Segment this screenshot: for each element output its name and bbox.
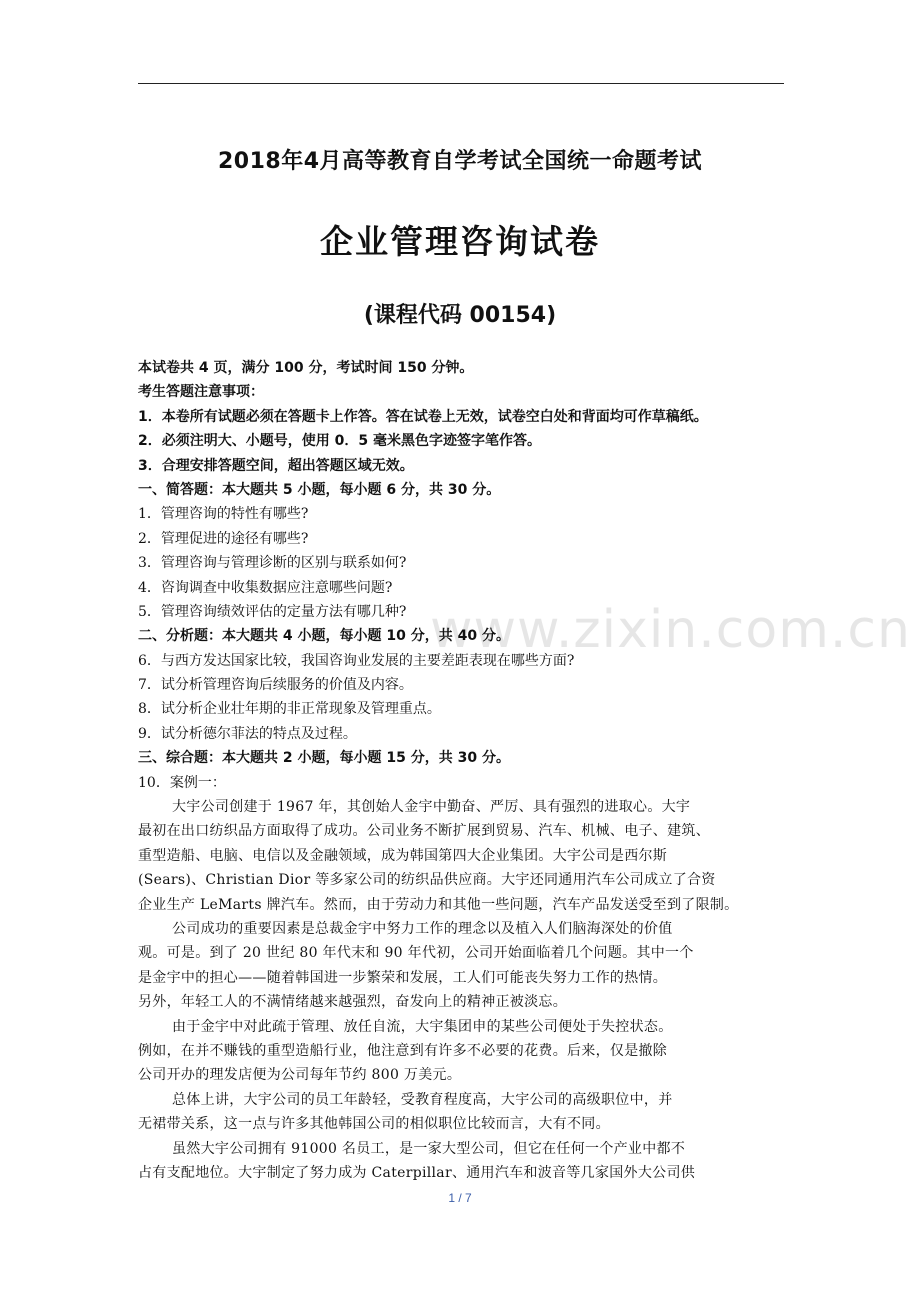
top-rule [138, 83, 784, 84]
section-heading: 一、简答题：本大题共 5 小题，每小题 6 分，共 30 分。 [138, 481, 501, 498]
case-text-line: 观。可是。到了 20 世纪 80 年代末和 90 年代初，公司开始面临着几个问题。其中一个 [138, 945, 694, 962]
instruction-item: 2．必须注明大、小题号，使用 0．5 毫米黑色字迹签字笔作答。 [138, 433, 541, 450]
case-text-line: 另外，年轻工人的不满情绪越来越强烈，奋发向上的精神正被淡忘。 [138, 994, 567, 1011]
case-text-line: 由于金宇中对此疏于管理、放任自流，大宇集团申的某些公司便处于失控状态。 [172, 1018, 673, 1035]
question-item: 5．管理咨询绩效评估的定量方法有哪几种? [138, 603, 407, 620]
question-item: 2．管理促进的途径有哪些? [138, 530, 309, 547]
case-label: 10．案例一： [138, 774, 226, 791]
case-text-line: 虽然大宇公司拥有 91000 名员工，是一家大型公司，但它在任何一个产业中都不 [172, 1140, 686, 1157]
question-item: 9．试分析德尔菲法的特点及过程。 [138, 725, 357, 742]
case-text-line: 最初在出口纺织品方面取得了成功。公司业务不断扩展到贸易、汽车、机械、电子、建筑、 [138, 823, 710, 840]
instruction-item: 1．本卷所有试题必须在答题卡上作答。答在试卷上无效，试卷空白处和背面均可作草稿纸。 [138, 408, 708, 425]
case-text-line: 企业生产 LeMarts 牌汽车。然而，由于劳动力和其他一些问题，汽车产品发送受至到了限制。 [138, 896, 739, 913]
exam-line: 2018年4月高等教育自学考试全国统一命题考试 [217, 149, 703, 174]
case-text-line: 总体上讲，大宇公司的员工年龄轻，受教育程度高，大宇公司的高级职位中，并 [172, 1091, 673, 1108]
case-text-line: 例如，在并不赚钱的重型造船行业，他注意到有许多不必要的花费。后来，仅是撤除 [138, 1042, 668, 1059]
question-item: 8．试分析企业壮年期的非正常现象及管理重点。 [138, 701, 441, 718]
question-item: 6．与西方发达国家比较，我国咨询业发展的主要差距表现在哪些方面? [138, 652, 575, 669]
section-heading: 二、分析题：本大题共 4 小题，每小题 10 分，共 40 分。 [138, 628, 510, 645]
section-heading: 三、综合题：本大题共 2 小题，每小题 15 分，共 30 分。 [138, 750, 510, 767]
exam-content [138, 356, 788, 1185]
question-item: 7．试分析管理咨询后续服务的价值及内容。 [138, 677, 413, 694]
case-text-line: (Sears)、Christian Dior 等多家公司的纺织品供应商。大宇还同通用汽车公司成立了合资 [138, 872, 716, 889]
instructions-heading: 考生答题注意事项： [138, 384, 264, 401]
case-text-line: 公司开办的理发店便为公司每年节约 800 万美元。 [138, 1067, 462, 1084]
case-text-line: 大宇公司创建于 1967 年，其创始人金宇中勤奋、严厉、具有强烈的进取心。大宇 [172, 799, 691, 816]
page-number: 1 / 7 [448, 1191, 472, 1205]
watermark: www.zixin.com.cn [430, 600, 911, 660]
course-code: (课程代码 00154) [363, 303, 557, 328]
instructions-line: 本试卷共 4 页，满分 100 分，考试时间 150 分钟。 [138, 360, 474, 376]
instruction-item: 3．合理安排答题空间，超出答题区域无效。 [138, 457, 414, 474]
case-text-line: 无裙带关系，这一点与许多其他韩国公司的相似职位比较而言，大有不同。 [138, 1116, 610, 1133]
case-text-line: 重型造船、电脑、电信以及金融领域，成为韩国第四大企业集团。大宇公司是西尔斯 [138, 847, 668, 864]
case-text-line: 公司成功的重要因素是总裁金宇中努力工作的理念以及植入人们脑海深处的价值 [172, 920, 673, 937]
case-text-line: 是金宇中的担心——随着韩国进一步繁荣和发展，工人们可能丧失努力工作的热情。 [138, 969, 668, 986]
page-title: 企业管理咨询试卷 [320, 222, 600, 261]
question-item: 1．管理咨询的特性有哪些? [138, 506, 309, 523]
question-item: 3．管理咨询与管理诊断的区别与联系如何? [138, 555, 407, 572]
question-item: 4．咨询调查中收集数据应注意哪些问题? [138, 579, 393, 596]
case-text-line: 占有支配地位。大宇制定了努力成为 Caterpillar、通用汽车和波音等几家国外大公司供 [138, 1164, 696, 1181]
